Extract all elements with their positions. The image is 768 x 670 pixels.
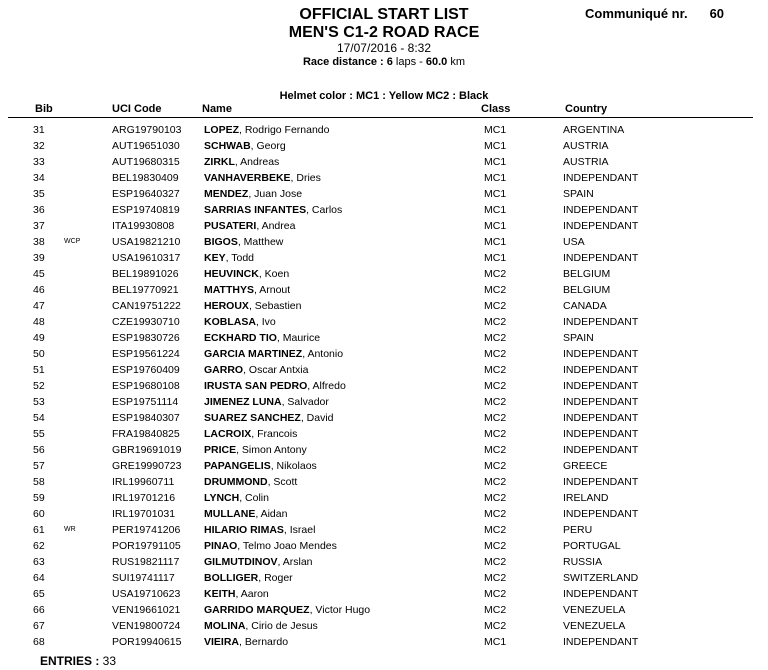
- rider-first-name: , Roger: [258, 572, 293, 584]
- uci-code-cell: ARG19790103: [112, 124, 182, 136]
- rider-first-name: , Alfredo: [307, 380, 346, 392]
- country-cell: BELGIUM: [563, 268, 611, 280]
- uci-code-cell: ESP19830726: [112, 332, 180, 344]
- rider-first-name: , Arnout: [253, 284, 291, 296]
- table-row: [0, 202, 768, 218]
- uci-code-cell: ESP19640327: [112, 188, 180, 200]
- entries-value: 33: [102, 654, 117, 668]
- uci-code-cell: VEN19661021: [112, 604, 181, 616]
- rider-last-name: ZIRKL: [204, 156, 235, 168]
- communique-label: Communiqué nr.: [585, 6, 688, 21]
- table-row: [0, 474, 768, 490]
- uci-code-cell: ESP19561224: [112, 348, 180, 360]
- bib-cell: 34: [33, 172, 45, 184]
- rider-name-cell: [204, 554, 313, 570]
- uci-code-cell: IRL19701031: [112, 508, 176, 520]
- class-cell: MC1: [484, 236, 507, 248]
- country-cell: PORTUGAL: [563, 540, 621, 552]
- table-row: [0, 330, 768, 346]
- table-row: [0, 570, 768, 586]
- country-cell: INDEPENDANT: [563, 316, 639, 328]
- class-cell: MC2: [484, 460, 507, 472]
- bib-cell: 67: [33, 620, 45, 632]
- rider-name-cell: [204, 490, 269, 506]
- table-row: [0, 410, 768, 426]
- bib-cell: 39: [33, 252, 45, 264]
- rider-name-cell: [204, 586, 269, 602]
- rider-last-name: DRUMMOND: [204, 476, 268, 488]
- uci-code-cell: USA19821210: [112, 236, 181, 248]
- class-cell: MC1: [484, 156, 507, 168]
- bib-cell: 50: [33, 348, 45, 360]
- column-header-uci-code: UCI Code: [112, 103, 162, 115]
- rider-last-name: MULLANE: [204, 508, 256, 520]
- country-cell: INDEPENDANT: [563, 220, 639, 232]
- uci-code-cell: VEN19800724: [112, 620, 181, 632]
- bib-cell: 46: [33, 284, 45, 296]
- rider-first-name: , Antonio: [302, 348, 344, 360]
- class-cell: MC2: [484, 364, 507, 376]
- rider-name-cell: [204, 474, 297, 490]
- uci-code-cell: BEL19830409: [112, 172, 179, 184]
- rider-name-cell: [204, 570, 293, 586]
- rider-first-name: , Todd: [225, 252, 255, 264]
- bib-note-cell: WR: [64, 526, 76, 533]
- rider-last-name: PAPANGELIS: [204, 460, 271, 472]
- rider-name-cell: [204, 538, 337, 554]
- race-distance-label: Race distance :: [302, 56, 387, 68]
- rider-name-cell: [204, 346, 343, 362]
- rider-first-name: , Aidan: [255, 508, 288, 520]
- rider-last-name: MOLINA: [204, 620, 246, 632]
- class-cell: MC2: [484, 540, 507, 552]
- table-row: [0, 426, 768, 442]
- rider-last-name: IRUSTA SAN PEDRO: [204, 380, 308, 392]
- rider-last-name: GARRIDO MARQUEZ: [204, 604, 310, 616]
- country-cell: SPAIN: [563, 188, 594, 200]
- country-cell: GREECE: [563, 460, 608, 472]
- uci-code-cell: ESP19680108: [112, 380, 180, 392]
- rider-name-cell: [204, 218, 295, 234]
- table-row: [0, 634, 768, 650]
- rider-last-name: PRICE: [204, 444, 237, 456]
- class-cell: MC2: [484, 572, 507, 584]
- bib-cell: 35: [33, 188, 45, 200]
- class-cell: MC2: [484, 588, 507, 600]
- rider-name-cell: [204, 186, 302, 202]
- uci-code-cell: SUI19741117: [112, 572, 175, 584]
- rider-last-name: MATTHYS: [204, 284, 254, 296]
- bib-cell: 58: [33, 476, 45, 488]
- bib-cell: 54: [33, 412, 45, 424]
- rider-name-cell: [204, 442, 307, 458]
- class-cell: MC2: [484, 492, 507, 504]
- column-header-name: Name: [202, 103, 232, 115]
- country-cell: INDEPENDANT: [563, 364, 639, 376]
- class-cell: MC1: [484, 124, 507, 136]
- bib-cell: 47: [33, 300, 45, 312]
- uci-code-cell: ESP19740819: [112, 204, 180, 216]
- table-row: [0, 138, 768, 154]
- rider-first-name: , Telmo Joao Mendes: [237, 540, 337, 552]
- rider-name-cell: [204, 618, 318, 634]
- rider-name-cell: [204, 330, 320, 346]
- rider-name-cell: [204, 202, 342, 218]
- table-row: [0, 250, 768, 266]
- rider-first-name: , Carlos: [306, 204, 343, 216]
- uci-code-cell: USA19710623: [112, 588, 181, 600]
- country-cell: INDEPENDANT: [563, 348, 639, 360]
- table-row: [0, 522, 768, 538]
- class-cell: MC2: [484, 604, 507, 616]
- rider-name-cell: [204, 154, 279, 170]
- rider-last-name: HEROUX: [204, 300, 249, 312]
- class-cell: MC1: [484, 172, 507, 184]
- rider-first-name: , Andreas: [234, 156, 280, 168]
- rider-last-name: JIMENEZ LUNA: [204, 396, 282, 408]
- rider-last-name: HILARIO RIMAS: [204, 524, 284, 536]
- class-cell: MC2: [484, 316, 507, 328]
- country-cell: INDEPENDANT: [563, 444, 639, 456]
- rider-name-cell: [204, 426, 297, 442]
- bib-cell: 52: [33, 380, 45, 392]
- country-cell: INDEPENDANT: [563, 636, 639, 648]
- uci-code-cell: GRE19990723: [112, 460, 182, 472]
- column-headers: [0, 103, 768, 117]
- country-cell: INDEPENDANT: [563, 476, 639, 488]
- rider-last-name: KOBLASA: [204, 316, 256, 328]
- rider-first-name: , Salvador: [281, 396, 329, 408]
- uci-code-cell: CAN19751222: [112, 300, 181, 312]
- country-cell: VENEZUELA: [563, 620, 626, 632]
- rider-first-name: , Simon Antony: [236, 444, 307, 456]
- rider-last-name: SARRIAS INFANTES: [204, 204, 307, 216]
- rider-name-cell: [204, 298, 301, 314]
- rider-name-cell: [204, 506, 287, 522]
- bib-cell: 60: [33, 508, 45, 520]
- uci-code-cell: USA19610317: [112, 252, 181, 264]
- rider-first-name: , Nikolaos: [270, 460, 317, 472]
- rider-first-name: , Matthew: [237, 236, 284, 248]
- header-divider: [8, 117, 753, 118]
- table-row: [0, 538, 768, 554]
- bib-cell: 53: [33, 396, 45, 408]
- class-cell: MC2: [484, 444, 507, 456]
- bib-note-cell: WCP: [64, 238, 81, 245]
- rider-name-cell: [204, 314, 276, 330]
- country-cell: INDEPENDANT: [563, 380, 639, 392]
- rider-last-name: LACROIX: [204, 428, 252, 440]
- rider-name-cell: [204, 362, 308, 378]
- country-cell: INDEPENDANT: [563, 412, 639, 424]
- start-list-table: [0, 122, 768, 650]
- uci-code-cell: IRL19701216: [112, 492, 176, 504]
- country-cell: AUSTRIA: [563, 140, 609, 152]
- rider-last-name: GARRO: [204, 364, 244, 376]
- table-row: [0, 506, 768, 522]
- bib-cell: 48: [33, 316, 45, 328]
- uci-code-cell: PER19741206: [112, 524, 181, 536]
- table-row: [0, 378, 768, 394]
- country-cell: USA: [563, 236, 585, 248]
- class-cell: MC2: [484, 284, 507, 296]
- rider-last-name: BIGOS: [204, 236, 238, 248]
- class-cell: MC1: [484, 188, 507, 200]
- class-cell: MC2: [484, 268, 507, 280]
- table-row: [0, 154, 768, 170]
- uci-code-cell: BEL19770921: [112, 284, 179, 296]
- bib-cell: 61: [33, 524, 45, 536]
- country-cell: RUSSIA: [563, 556, 603, 568]
- bib-cell: 37: [33, 220, 45, 232]
- country-cell: INDEPENDANT: [563, 508, 639, 520]
- uci-code-cell: IRL19960711: [112, 476, 175, 488]
- table-row: [0, 554, 768, 570]
- uci-code-cell: POR19791105: [112, 540, 181, 552]
- bib-cell: 68: [33, 636, 45, 648]
- uci-code-cell: FRA19840825: [112, 428, 180, 440]
- rider-first-name: , Aaron: [235, 588, 269, 600]
- rider-name-cell: [204, 410, 334, 426]
- communique-number: 60: [709, 6, 725, 21]
- class-cell: MC2: [484, 508, 507, 520]
- rider-first-name: , Cirio de Jesus: [245, 620, 318, 632]
- rider-name-cell: [204, 266, 289, 282]
- laps-value: 6: [386, 56, 393, 68]
- table-row: [0, 586, 768, 602]
- rider-first-name: , Arslan: [277, 556, 313, 568]
- bib-cell: 31: [33, 124, 45, 136]
- table-row: [0, 362, 768, 378]
- table-row: [0, 442, 768, 458]
- rider-last-name: PUSATERI: [204, 220, 257, 232]
- country-cell: SPAIN: [563, 332, 594, 344]
- uci-code-cell: ESP19751114: [112, 396, 179, 408]
- class-cell: MC2: [484, 620, 507, 632]
- bib-cell: 66: [33, 604, 45, 616]
- rider-first-name: , Bernardo: [239, 636, 289, 648]
- rider-name-cell: [204, 522, 315, 538]
- rider-first-name: , Maurice: [276, 332, 321, 344]
- rider-first-name: , Juan Jose: [248, 188, 303, 200]
- table-row: [0, 186, 768, 202]
- class-cell: MC1: [484, 252, 507, 264]
- table-row: [0, 490, 768, 506]
- bib-cell: 51: [33, 364, 45, 376]
- table-row: [0, 394, 768, 410]
- rider-first-name: , Georg: [250, 140, 286, 152]
- table-row: [0, 618, 768, 634]
- rider-first-name: , Colin: [239, 492, 269, 504]
- bib-cell: 65: [33, 588, 45, 600]
- rider-name-cell: [204, 170, 321, 186]
- table-row: [0, 170, 768, 186]
- rider-last-name: PINAO: [204, 540, 238, 552]
- race-title: MEN'S C1-2 ROAD RACE: [288, 24, 480, 41]
- rider-first-name: , Scott: [267, 476, 298, 488]
- rider-first-name: , Andrea: [256, 220, 296, 232]
- rider-last-name: VIEIRA: [204, 636, 240, 648]
- column-header-country: Country: [565, 103, 608, 115]
- rider-first-name: , Victor Hugo: [309, 604, 371, 616]
- class-cell: MC2: [484, 428, 507, 440]
- rider-first-name: , Sebastien: [248, 300, 302, 312]
- table-row: [0, 298, 768, 314]
- table-row: [0, 458, 768, 474]
- bib-cell: 33: [33, 156, 45, 168]
- table-row: [0, 218, 768, 234]
- rider-first-name: , Dries: [290, 172, 321, 184]
- helmet-color-note: Helmet color : MC1 : Yellow MC2 : Black: [279, 90, 489, 102]
- table-row: [0, 346, 768, 362]
- country-cell: INDEPENDANT: [563, 172, 639, 184]
- table-row: [0, 234, 768, 250]
- uci-code-cell: CZE19930710: [112, 316, 180, 328]
- bib-cell: 36: [33, 204, 45, 216]
- class-cell: MC1: [484, 636, 507, 648]
- column-header-class: Class: [481, 103, 511, 115]
- km-value: 60.0: [425, 56, 448, 68]
- rider-last-name: VANHAVERBEKE: [204, 172, 291, 184]
- rider-last-name: BOLLIGER: [204, 572, 259, 584]
- rider-name-cell: [204, 250, 254, 266]
- uci-code-cell: ITA19930808: [112, 220, 175, 232]
- rider-first-name: , Ivo: [255, 316, 276, 328]
- laps-unit: laps -: [392, 56, 426, 68]
- class-cell: MC2: [484, 380, 507, 392]
- rider-name-cell: [204, 602, 370, 618]
- communique: [585, 6, 724, 22]
- country-cell: INDEPENDANT: [563, 588, 639, 600]
- rider-last-name: SCHWAB: [204, 140, 251, 152]
- rider-first-name: , David: [300, 412, 334, 424]
- rider-name-cell: [204, 282, 290, 298]
- class-cell: MC1: [484, 140, 507, 152]
- km-unit: km: [447, 56, 466, 68]
- country-cell: BELGIUM: [563, 284, 611, 296]
- race-distance: [0, 56, 768, 69]
- country-cell: INDEPENDANT: [563, 204, 639, 216]
- bib-cell: 45: [33, 268, 45, 280]
- country-cell: SWITZERLAND: [563, 572, 639, 584]
- uci-code-cell: RUS19821117: [112, 556, 180, 568]
- class-cell: MC2: [484, 396, 507, 408]
- uci-code-cell: ESP19760409: [112, 364, 180, 376]
- rider-last-name: LYNCH: [204, 492, 240, 504]
- class-cell: MC2: [484, 300, 507, 312]
- column-header-bib: Bib: [35, 103, 53, 115]
- table-row: [0, 266, 768, 282]
- rider-first-name: , Israel: [283, 524, 316, 536]
- rider-last-name: MENDEZ: [204, 188, 249, 200]
- entries-label: ENTRIES :: [40, 654, 103, 668]
- class-cell: MC1: [484, 220, 507, 232]
- class-cell: MC2: [484, 556, 507, 568]
- bib-cell: 32: [33, 140, 45, 152]
- bib-cell: 64: [33, 572, 45, 584]
- country-cell: INDEPENDANT: [563, 428, 639, 440]
- country-cell: ARGENTINA: [563, 124, 625, 136]
- rider-first-name: , Oscar Antxia: [243, 364, 309, 376]
- class-cell: MC2: [484, 524, 507, 536]
- rider-last-name: LOPEZ: [204, 124, 240, 136]
- bib-cell: 59: [33, 492, 45, 504]
- uci-code-cell: POR19940615: [112, 636, 182, 648]
- rider-first-name: , Koen: [258, 268, 290, 280]
- country-cell: INDEPENDANT: [563, 396, 639, 408]
- country-cell: AUSTRIA: [563, 156, 609, 168]
- uci-code-cell: GBR19691019: [112, 444, 182, 456]
- table-row: [0, 122, 768, 138]
- country-cell: PERU: [563, 524, 593, 536]
- rider-first-name: , Francois: [251, 428, 298, 440]
- rider-last-name: SUAREZ SANCHEZ: [204, 412, 301, 424]
- rider-name-cell: [204, 122, 330, 138]
- bib-cell: 57: [33, 460, 45, 472]
- country-cell: CANADA: [563, 300, 607, 312]
- class-cell: MC2: [484, 412, 507, 424]
- rider-last-name: KEY: [204, 252, 226, 264]
- bib-cell: 55: [33, 428, 45, 440]
- bib-cell: 62: [33, 540, 45, 552]
- country-cell: IRELAND: [563, 492, 609, 504]
- uci-code-cell: AUT19680315: [112, 156, 180, 168]
- race-date: 17/07/2016 - 8:32: [336, 41, 432, 55]
- bib-cell: 56: [33, 444, 45, 456]
- rider-last-name: GILMUTDINOV: [204, 556, 278, 568]
- uci-code-cell: AUT19651030: [112, 140, 180, 152]
- entries-count: [40, 654, 116, 668]
- table-row: [0, 602, 768, 618]
- uci-code-cell: BEL19891026: [112, 268, 179, 280]
- rider-name-cell: [204, 378, 346, 394]
- uci-code-cell: ESP19840307: [112, 412, 180, 424]
- class-cell: MC1: [484, 204, 507, 216]
- rider-name-cell: [204, 138, 286, 154]
- rider-first-name: , Rodrigo Fernando: [239, 124, 330, 136]
- bib-cell: 38: [33, 236, 45, 248]
- class-cell: MC2: [484, 348, 507, 360]
- rider-last-name: GARCIA MARTINEZ: [204, 348, 303, 360]
- rider-name-cell: [204, 634, 288, 650]
- rider-name-cell: [204, 234, 283, 250]
- bib-cell: 63: [33, 556, 45, 568]
- country-cell: VENEZUELA: [563, 604, 626, 616]
- document-title: OFFICIAL START LIST: [299, 6, 469, 23]
- table-row: [0, 282, 768, 298]
- class-cell: MC2: [484, 332, 507, 344]
- class-cell: MC2: [484, 476, 507, 488]
- table-row: [0, 314, 768, 330]
- bib-cell: 49: [33, 332, 45, 344]
- rider-last-name: ECKHARD TIO: [204, 332, 277, 344]
- rider-name-cell: [204, 458, 317, 474]
- rider-last-name: HEUVINCK: [204, 268, 259, 280]
- rider-name-cell: [204, 394, 329, 410]
- rider-last-name: KEITH: [204, 588, 236, 600]
- country-cell: INDEPENDANT: [563, 252, 639, 264]
